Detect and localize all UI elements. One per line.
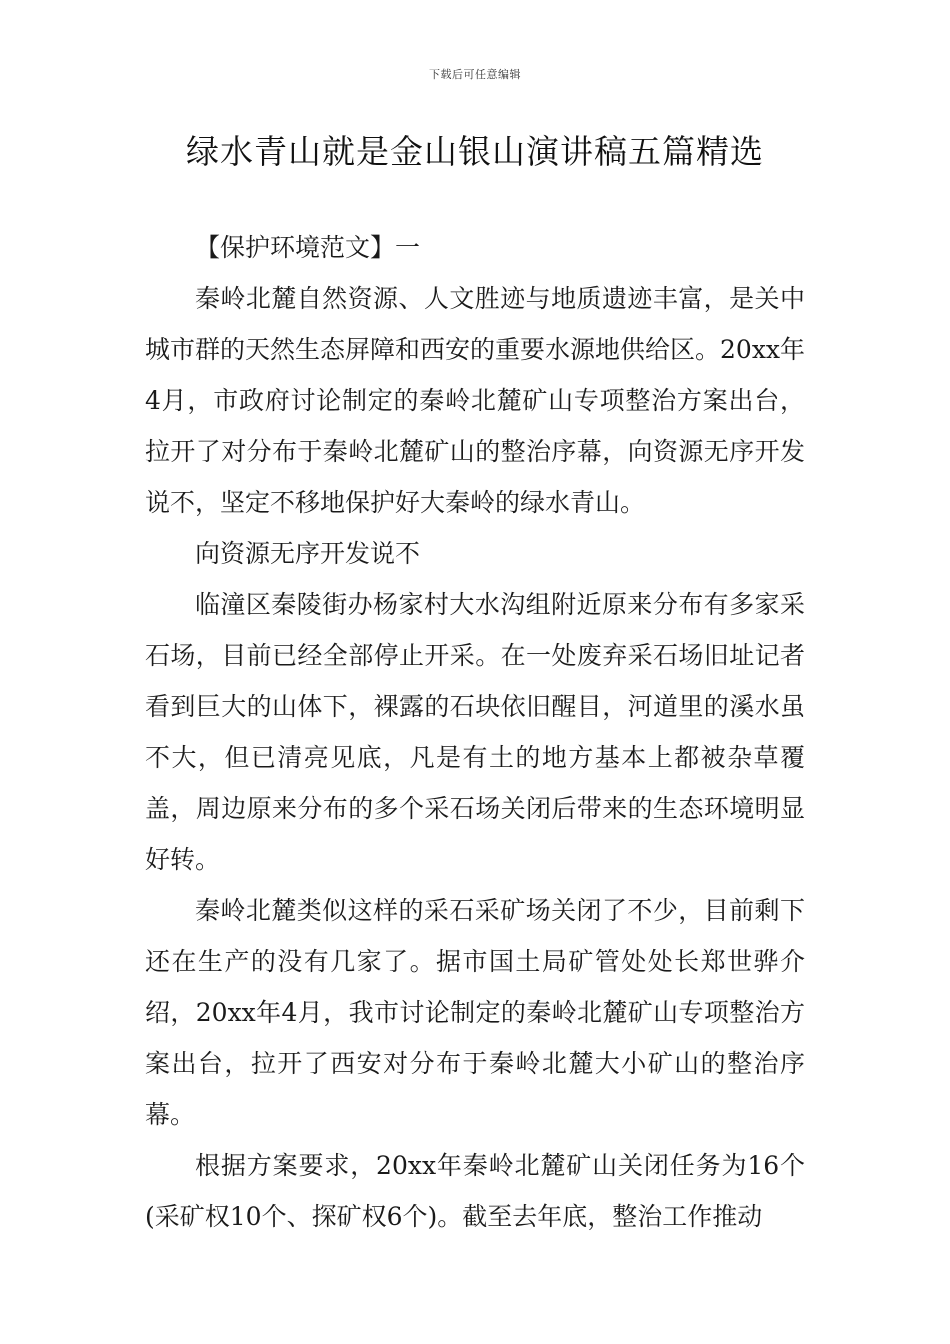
paragraph: 秦岭北麓自然资源、人文胜迹与地质遗迹丰富，是关中城市群的天然生态屏障和西安的重要水源地供给区。20xx年4月，市政府讨论制定的秦岭北麓矿山专项整治方案出台，拉开了对分布于秦岭北麓矿山的整治序幕，向资源无序开发说不，坚定不移地保护好大秦岭的绿水青山。 xyxy=(145,284,806,517)
subheading: 向资源无序开发说不 xyxy=(195,539,421,568)
paragraph: 秦岭北麓类似这样的采石采矿场关闭了不少，目前剩下还在生产的没有几家了。据市国土局矿管处处长郑世骅介绍，20xx年4月，我市讨论制定的秦岭北麓矿山专项整治方案出台，拉开了西安对分布于秦岭北麓大小矿山的整治序幕。 xyxy=(145,896,805,1129)
document-title: 绿水青山就是金山银山演讲稿五篇精选 xyxy=(186,132,764,171)
section-heading: 【保护环境范文】一 xyxy=(195,233,421,262)
paragraph: 根据方案要求，20xx年秦岭北麓矿山关闭任务为16个(采矿权10个、探矿权6个)。截至去年底，整治工作推动 xyxy=(145,1151,805,1231)
paragraph: 临潼区秦陵街办杨家村大水沟组附近原来分布有多家采石场，目前已经全部停止开采。在一处废弃采石场旧址记者看到巨大的山体下，裸露的石块依旧醒目，河道里的溪水虽不大，但已清亮见底，凡是有土的地方基本上都被杂草覆盖，周边原来分布的多个采石场关闭后带来的生态环境明显好转。 xyxy=(145,590,805,874)
header-note: 下载后可任意编辑 xyxy=(429,68,521,81)
document-body xyxy=(145,222,805,1242)
